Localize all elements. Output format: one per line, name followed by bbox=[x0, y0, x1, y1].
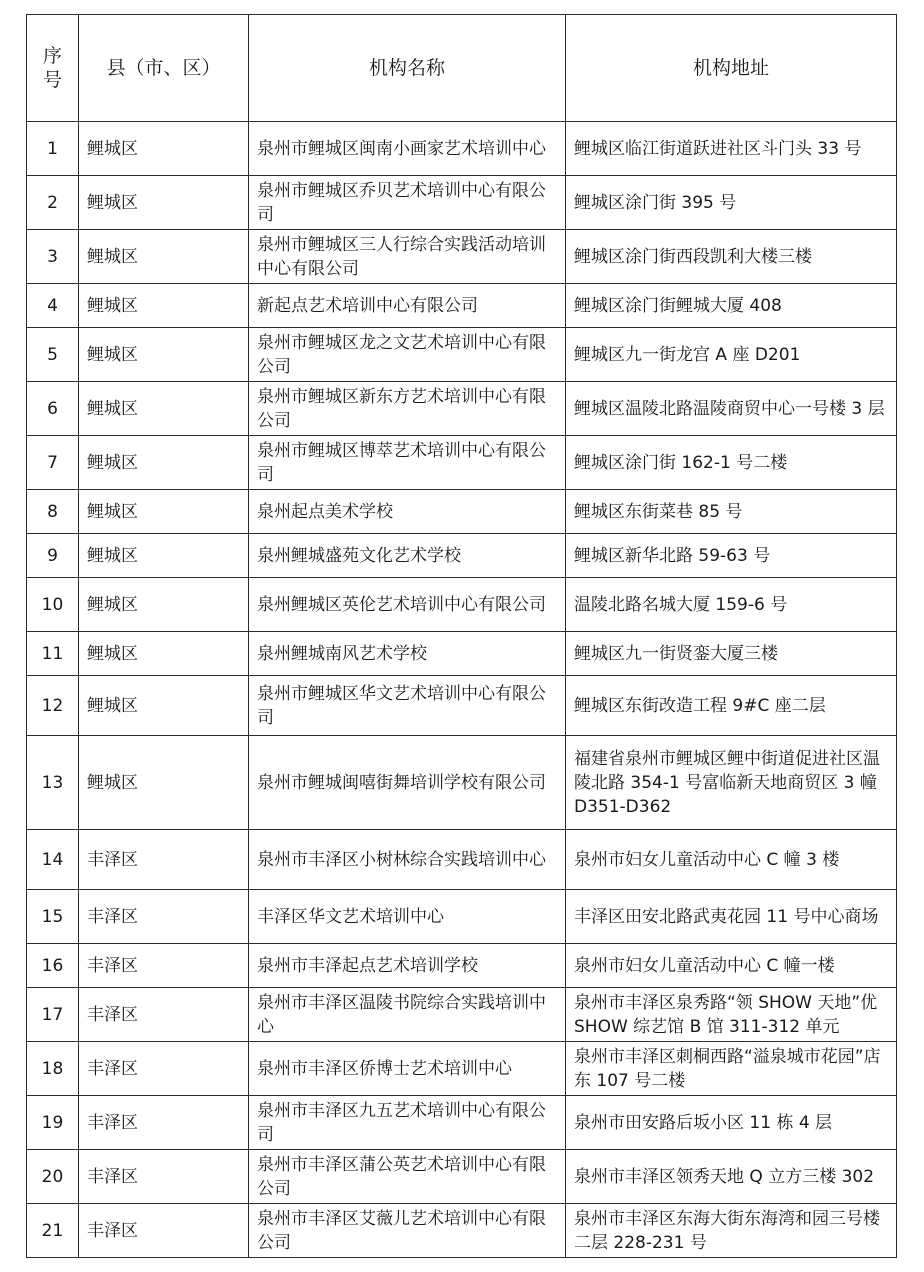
row-district: 鲤城区 bbox=[79, 284, 249, 328]
row-number: 6 bbox=[27, 382, 79, 436]
table-row bbox=[27, 676, 897, 736]
row-institution-name: 新起点艺术培训中心有限公司 bbox=[249, 284, 566, 328]
table-row bbox=[27, 736, 897, 830]
row-number: 14 bbox=[27, 830, 79, 890]
table-row bbox=[27, 284, 897, 328]
header-name: 机构名称 bbox=[249, 15, 566, 122]
row-institution-name: 泉州鲤城区英伦艺术培训中心有限公司 bbox=[249, 578, 566, 632]
row-district: 鲤城区 bbox=[79, 382, 249, 436]
row-address: 泉州市田安路后坂小区 11 栋 4 层 bbox=[566, 1096, 897, 1150]
row-district: 鲤城区 bbox=[79, 490, 249, 534]
row-institution-name: 泉州市丰泽区侨博士艺术培训中心 bbox=[249, 1042, 566, 1096]
table-row bbox=[27, 1096, 897, 1150]
row-number: 9 bbox=[27, 534, 79, 578]
table-row bbox=[27, 1204, 897, 1258]
table-row bbox=[27, 830, 897, 890]
row-number: 1 bbox=[27, 122, 79, 176]
row-number: 3 bbox=[27, 230, 79, 284]
row-district: 丰泽区 bbox=[79, 1150, 249, 1204]
row-address: 鲤城区东街菜巷 85 号 bbox=[566, 490, 897, 534]
header-row bbox=[27, 15, 897, 122]
row-institution-name: 泉州鲤城盛苑文化艺术学校 bbox=[249, 534, 566, 578]
row-number: 8 bbox=[27, 490, 79, 534]
row-district: 丰泽区 bbox=[79, 1204, 249, 1258]
row-district: 丰泽区 bbox=[79, 890, 249, 944]
row-institution-name: 泉州市鲤城区闽南小画家艺术培训中心 bbox=[249, 122, 566, 176]
row-number: 19 bbox=[27, 1096, 79, 1150]
row-address: 鲤城区温陵北路温陵商贸中心一号楼 3 层 bbox=[566, 382, 897, 436]
table-row bbox=[27, 122, 897, 176]
row-district: 丰泽区 bbox=[79, 1096, 249, 1150]
row-institution-name: 泉州市鲤城区华文艺术培训中心有限公司 bbox=[249, 676, 566, 736]
row-institution-name: 泉州鲤城南风艺术学校 bbox=[249, 632, 566, 676]
row-institution-name: 泉州市丰泽区蒲公英艺术培训中心有限公司 bbox=[249, 1150, 566, 1204]
row-district: 鲤城区 bbox=[79, 736, 249, 830]
row-institution-name: 泉州市丰泽区温陵书院综合实践培训中心 bbox=[249, 988, 566, 1042]
row-district: 鲤城区 bbox=[79, 436, 249, 490]
table-row bbox=[27, 944, 897, 988]
table-row bbox=[27, 328, 897, 382]
row-number: 16 bbox=[27, 944, 79, 988]
row-institution-name: 泉州起点美术学校 bbox=[249, 490, 566, 534]
row-address: 泉州市丰泽区泉秀路“领 SHOW 天地”优 SHOW 综艺馆 B 馆 311-312 单元 bbox=[566, 988, 897, 1042]
row-address: 泉州市丰泽区领秀天地 Q 立方三楼 302 bbox=[566, 1150, 897, 1204]
row-institution-name: 泉州市鲤城区龙之文艺术培训中心有限公司 bbox=[249, 328, 566, 382]
row-district: 鲤城区 bbox=[79, 676, 249, 736]
row-address: 温陵北路名城大厦 159-6 号 bbox=[566, 578, 897, 632]
table-row bbox=[27, 632, 897, 676]
row-district: 鲤城区 bbox=[79, 176, 249, 230]
row-address: 鲤城区涂门街西段凯利大楼三楼 bbox=[566, 230, 897, 284]
row-address: 泉州市妇女儿童活动中心 C 幢 3 楼 bbox=[566, 830, 897, 890]
row-institution-name: 泉州市鲤城区新东方艺术培训中心有限公司 bbox=[249, 382, 566, 436]
row-number: 5 bbox=[27, 328, 79, 382]
row-number: 21 bbox=[27, 1204, 79, 1258]
row-institution-name: 泉州市鲤城区博萃艺术培训中心有限公司 bbox=[249, 436, 566, 490]
row-address: 鲤城区九一街龙宫 A 座 D201 bbox=[566, 328, 897, 382]
row-number: 4 bbox=[27, 284, 79, 328]
table-row bbox=[27, 534, 897, 578]
row-number: 18 bbox=[27, 1042, 79, 1096]
table-row bbox=[27, 230, 897, 284]
row-institution-name: 丰泽区华文艺术培训中心 bbox=[249, 890, 566, 944]
row-address: 泉州市妇女儿童活动中心 C 幢一楼 bbox=[566, 944, 897, 988]
table-row bbox=[27, 988, 897, 1042]
row-district: 鲤城区 bbox=[79, 534, 249, 578]
row-district: 鲤城区 bbox=[79, 230, 249, 284]
row-institution-name: 泉州市鲤城区乔贝艺术培训中心有限公司 bbox=[249, 176, 566, 230]
row-number: 11 bbox=[27, 632, 79, 676]
row-institution-name: 泉州市丰泽起点艺术培训学校 bbox=[249, 944, 566, 988]
row-address: 泉州市丰泽区东海大街东海湾和园三号楼二层 228-231 号 bbox=[566, 1204, 897, 1258]
row-address: 泉州市丰泽区刺桐西路“溢泉城市花园”店东 107 号二楼 bbox=[566, 1042, 897, 1096]
row-district: 丰泽区 bbox=[79, 944, 249, 988]
table-row bbox=[27, 490, 897, 534]
row-number: 13 bbox=[27, 736, 79, 830]
row-district: 鲤城区 bbox=[79, 632, 249, 676]
table-row bbox=[27, 578, 897, 632]
header-address: 机构地址 bbox=[566, 15, 897, 122]
table-row bbox=[27, 1042, 897, 1096]
row-address: 鲤城区涂门街 395 号 bbox=[566, 176, 897, 230]
row-district: 鲤城区 bbox=[79, 578, 249, 632]
row-district: 丰泽区 bbox=[79, 988, 249, 1042]
row-institution-name: 泉州市丰泽区艾薇儿艺术培训中心有限公司 bbox=[249, 1204, 566, 1258]
table-row bbox=[27, 382, 897, 436]
row-district: 鲤城区 bbox=[79, 328, 249, 382]
row-number: 12 bbox=[27, 676, 79, 736]
row-address: 福建省泉州市鲤城区鲤中街道促进社区温陵北路 354-1 号富临新天地商贸区 3 幢 D351-D362 bbox=[566, 736, 897, 830]
row-institution-name: 泉州市鲤城区三人行综合实践活动培训中心有限公司 bbox=[249, 230, 566, 284]
row-number: 10 bbox=[27, 578, 79, 632]
row-district: 丰泽区 bbox=[79, 830, 249, 890]
row-address: 鲤城区新华北路 59-63 号 bbox=[566, 534, 897, 578]
row-number: 20 bbox=[27, 1150, 79, 1204]
table-row bbox=[27, 890, 897, 944]
row-address: 丰泽区田安北路武夷花园 11 号中心商场 bbox=[566, 890, 897, 944]
row-address: 鲤城区临江街道跃进社区斗门头 33 号 bbox=[566, 122, 897, 176]
row-number: 15 bbox=[27, 890, 79, 944]
row-district: 鲤城区 bbox=[79, 122, 249, 176]
row-institution-name: 泉州市丰泽区小树林综合实践培训中心 bbox=[249, 830, 566, 890]
header-district: 县（市、区） bbox=[79, 15, 249, 122]
header-no: 序号 bbox=[27, 15, 79, 122]
row-institution-name: 泉州市鲤城闽嘻街舞培训学校有限公司 bbox=[249, 736, 566, 830]
row-address: 鲤城区涂门街鲤城大厦 408 bbox=[566, 284, 897, 328]
row-number: 17 bbox=[27, 988, 79, 1042]
table-row bbox=[27, 176, 897, 230]
row-address: 鲤城区东街改造工程 9#C 座二层 bbox=[566, 676, 897, 736]
row-address: 鲤城区九一街贤銮大厦三楼 bbox=[566, 632, 897, 676]
row-number: 2 bbox=[27, 176, 79, 230]
table-row bbox=[27, 436, 897, 490]
row-address: 鲤城区涂门街 162-1 号二楼 bbox=[566, 436, 897, 490]
row-institution-name: 泉州市丰泽区九五艺术培训中心有限公司 bbox=[249, 1096, 566, 1150]
row-number: 7 bbox=[27, 436, 79, 490]
row-district: 丰泽区 bbox=[79, 1042, 249, 1096]
institution-table bbox=[26, 14, 897, 1258]
table-row bbox=[27, 1150, 897, 1204]
